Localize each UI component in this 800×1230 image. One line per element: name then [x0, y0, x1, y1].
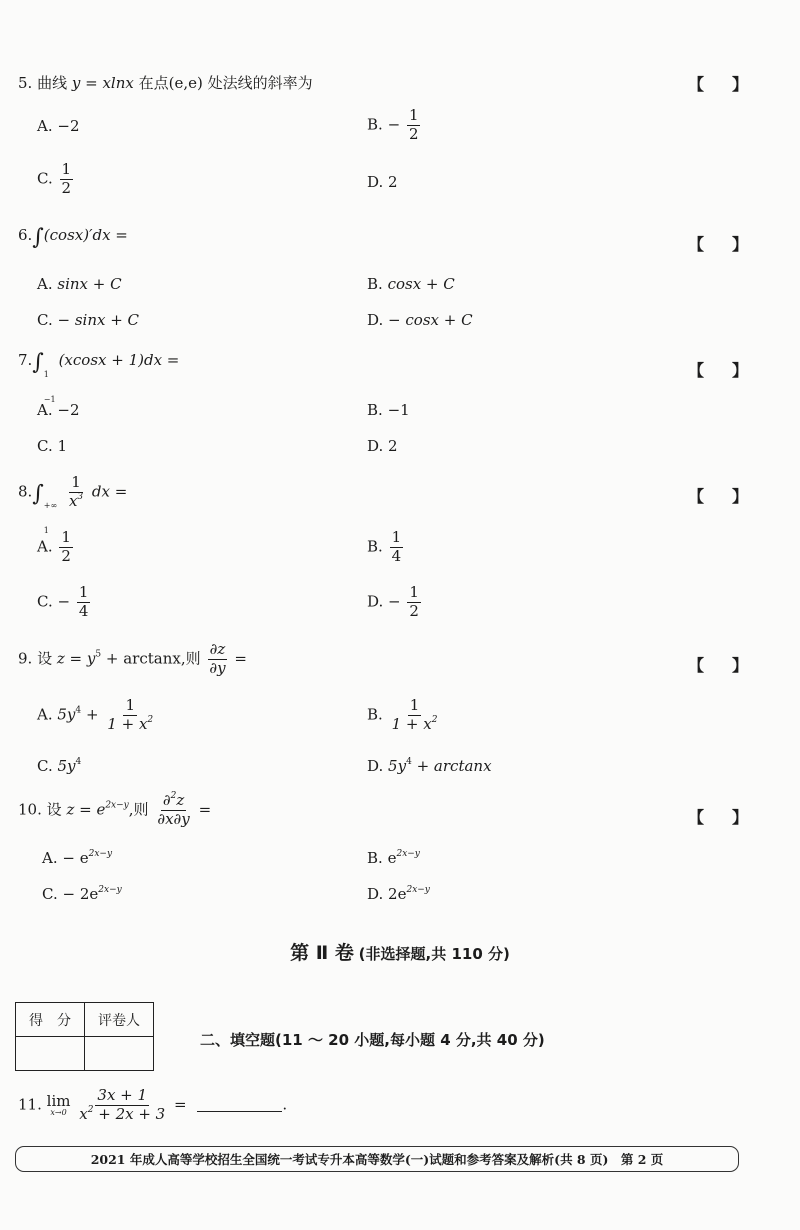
formula: z = e [66, 800, 106, 819]
option-8a [37, 530, 75, 565]
option-label: D. [367, 885, 384, 903]
denominator [105, 716, 155, 733]
grader-cell[interactable] [85, 1037, 154, 1071]
exponent: 2x−y [406, 885, 430, 895]
question-stem: 处法线的斜率为 [207, 74, 313, 92]
numerator [161, 793, 186, 811]
integral-limits [44, 370, 56, 404]
option-9a [37, 698, 157, 733]
option-text: − 2e [62, 885, 99, 903]
plus-sign: + [85, 705, 99, 724]
exponent: 2x−y [88, 849, 113, 859]
fraction [67, 475, 85, 510]
limit [46, 1091, 71, 1117]
exponent: 2 [87, 1104, 94, 1115]
denominator: 2 [61, 546, 71, 565]
option-9c [37, 757, 81, 775]
question-6 [18, 225, 128, 250]
answer-bracket-8[interactable] [688, 484, 748, 507]
option-text: − sinx + C [57, 311, 140, 329]
option-text: −2 [57, 117, 80, 135]
bracket-close: 】 [731, 808, 748, 827]
fraction [59, 530, 73, 565]
denominator-base: 1 + x [107, 714, 148, 733]
integral-sign: ∫ [32, 350, 44, 375]
option-text: −2 [57, 401, 80, 419]
score-cell[interactable] [16, 1037, 85, 1071]
option-5b [367, 108, 422, 143]
option-5a [37, 117, 80, 135]
fraction [77, 1088, 167, 1123]
equals-sign: = [174, 1095, 187, 1114]
option-6a [37, 275, 122, 293]
option-9d [367, 757, 492, 775]
bracket-close: 】 [731, 656, 748, 675]
option-6c [37, 311, 139, 329]
option-label: B. [367, 115, 383, 134]
option-text: 1 [57, 437, 68, 455]
denominator: 4 [391, 546, 402, 565]
question-8 [18, 475, 127, 535]
numerator-variable: z [176, 791, 185, 809]
option-text: 5y [57, 757, 76, 775]
option-10d [367, 885, 430, 903]
option-text: − e [62, 849, 89, 867]
option-label: B. [367, 849, 383, 867]
numerator: 1 [409, 696, 420, 714]
option-text: e [387, 849, 397, 867]
option-text: 2 [388, 173, 398, 191]
numerator: 1 [71, 473, 81, 491]
numerator: 1 [61, 160, 72, 178]
option-5c [37, 162, 75, 197]
option-label: C. [37, 169, 53, 188]
denominator: 2 [61, 178, 72, 197]
bracket-open: 【 [688, 656, 705, 675]
option-text: cosx + C [387, 275, 455, 293]
option-label: A. [37, 537, 53, 556]
option-label: A. [37, 401, 53, 419]
option-10a [42, 849, 112, 867]
fraction [390, 530, 404, 565]
option-label: B. [367, 537, 383, 556]
formula: y = xlnx [71, 74, 134, 92]
option-8c [37, 585, 92, 620]
question-number: 8. [18, 482, 33, 501]
option-6b [367, 275, 455, 293]
section-title [0, 938, 800, 965]
bracket-close: 】 [731, 361, 748, 380]
question-5 [18, 72, 313, 93]
exponent: 2x−y [396, 849, 420, 859]
option-label: C. [42, 885, 58, 903]
exponent: 2 [170, 791, 177, 801]
option-label: A. [37, 117, 53, 135]
bracket-open: 【 [688, 487, 705, 506]
section-title-sub: (非选择题,共 110 分) [358, 945, 510, 963]
exponent: 4 [406, 757, 412, 767]
option-text: 5y [388, 757, 407, 775]
bracket-close: 】 [731, 235, 748, 254]
option-6d [367, 311, 473, 329]
upper-limit: 1 [43, 370, 49, 379]
option-label: C. [37, 592, 53, 611]
option-9b [367, 698, 441, 733]
numerator: 1 [125, 696, 135, 714]
limit-operator: lim [46, 1091, 71, 1110]
option-text: 2 [388, 437, 398, 455]
exponent: 4 [75, 757, 82, 767]
option-10c [42, 885, 122, 903]
question-number: 9. [18, 649, 33, 668]
option-7a [37, 401, 80, 419]
section-title-main: 第 Ⅱ 卷 [290, 942, 354, 964]
exponent: 5 [95, 649, 102, 660]
bracket-open: 【 [688, 75, 705, 94]
option-8d [367, 585, 423, 620]
formula: (xcosx + 1)dx = [58, 351, 180, 369]
denominator [390, 716, 440, 733]
lower-limit: −1 [43, 395, 56, 404]
period: . [282, 1095, 288, 1114]
fill-in-section-title: 二、填空题(11 ～ 20 小题,每小题 4 分,共 40 分) [200, 1031, 545, 1049]
answer-bracket-9[interactable] [688, 653, 748, 676]
question-11 [18, 1088, 287, 1123]
answer-bracket-6[interactable] [688, 232, 748, 255]
integral-sign: ∫ [32, 481, 44, 507]
denominator: ∂x∂y [157, 809, 190, 828]
option-7b [367, 401, 410, 419]
option-text: sinx + C [57, 275, 122, 293]
bracket-close: 】 [731, 487, 748, 506]
score-table [15, 1002, 154, 1071]
question-number: 10. [18, 800, 42, 819]
option-7c [37, 437, 67, 455]
lower-limit: 1 [43, 526, 49, 536]
answer-bracket-10[interactable] [688, 805, 748, 828]
fraction [77, 585, 91, 620]
score-header: 得 分 [16, 1003, 85, 1037]
upper-limit: +∞ [43, 501, 58, 511]
option-10b [367, 849, 420, 867]
option-label: C. [37, 437, 53, 455]
option-text: 5y [57, 705, 76, 724]
option-5d [367, 173, 398, 191]
option-label: A. [37, 705, 53, 724]
option-label: C. [37, 757, 53, 775]
fraction [60, 162, 74, 197]
option-text: 2e [388, 885, 407, 903]
equals-sign: = [198, 800, 212, 819]
denominator: ∂y [209, 658, 226, 677]
question-number: 11. [18, 1095, 42, 1114]
denominator [77, 1106, 167, 1123]
question-7 [18, 350, 179, 404]
formula: dx = [91, 482, 128, 501]
question-10 [18, 793, 211, 828]
option-label: B. [367, 705, 383, 724]
partial-derivative [207, 642, 227, 677]
exponent: 2x−y [105, 800, 129, 811]
exponent: 3 [77, 491, 84, 502]
numerator: 1 [78, 583, 89, 601]
denominator-tail: + 2x + 3 [98, 1104, 166, 1123]
partial-sign: ∂ [162, 791, 171, 809]
question-stem: 设 [37, 649, 53, 668]
question-number: 5. [18, 74, 33, 92]
page-footer [15, 1146, 739, 1172]
bracket-open: 【 [688, 235, 705, 254]
denominator-base: 1 + x [391, 714, 432, 733]
answer-bracket-7[interactable] [688, 358, 748, 381]
grader-header: 评卷人 [85, 1003, 154, 1037]
denominator-base: x [68, 491, 78, 510]
numerator: 1 [61, 528, 71, 546]
bracket-open: 【 [688, 361, 705, 380]
sign: − [387, 115, 401, 134]
fraction [407, 108, 421, 143]
numerator: 1 [409, 583, 419, 601]
footer-text: 2021 年成人高等学校招生全国统一考试专升本高等数学(一)试题和参考答案及解析(共 8 页) 第 2 页 [90, 1152, 664, 1167]
exponent: 2 [147, 714, 154, 725]
equals-sign: = [234, 649, 247, 668]
option-8b [367, 530, 405, 565]
question-stem: 曲线 [37, 74, 68, 92]
question-9 [18, 642, 247, 677]
answer-blank[interactable] [197, 1111, 282, 1112]
denominator: 2 [408, 124, 419, 143]
option-7d [367, 437, 398, 455]
denominator: 2 [409, 601, 419, 620]
option-text: − cosx + C [388, 311, 473, 329]
answer-bracket-5[interactable] [688, 72, 748, 95]
bracket-open: 【 [688, 808, 705, 827]
option-label: B. [367, 275, 383, 293]
option-text: −1 [387, 401, 410, 419]
formula: + arctanx,则 [105, 649, 201, 668]
option-label: A. [37, 275, 53, 293]
fraction [407, 585, 421, 620]
formula: (cosx)′dx = [43, 226, 128, 244]
question-number: 7. [18, 351, 33, 369]
fraction [105, 698, 155, 733]
exponent: 2x−y [98, 885, 122, 895]
denominator: 4 [78, 601, 89, 620]
option-label: D. [367, 311, 384, 329]
question-stem: ,则 [128, 800, 149, 819]
question-stem: 设 [46, 800, 62, 819]
limit-subscript: x→0 [50, 1107, 67, 1117]
denominator [67, 493, 85, 510]
exponent: 4 [75, 705, 82, 716]
numerator: 1 [391, 528, 402, 546]
option-label: D. [367, 592, 384, 611]
fraction [390, 698, 440, 733]
question-number: 6. [18, 226, 33, 244]
exponent: 2 [431, 714, 438, 725]
sign: − [57, 592, 71, 611]
denominator-base: x [79, 1104, 88, 1123]
numerator: 1 [408, 106, 419, 124]
numerator: ∂z [209, 640, 226, 658]
partial-derivative [155, 793, 191, 828]
numerator: 3x + 1 [97, 1086, 148, 1104]
option-text: + arctanx [416, 757, 492, 775]
sign: − [388, 592, 401, 611]
question-stem: 在点(e,e) [138, 74, 203, 92]
option-label: D. [367, 437, 384, 455]
option-label: D. [367, 757, 384, 775]
option-label: B. [367, 401, 383, 419]
option-label: C. [37, 311, 53, 329]
bracket-close: 】 [731, 75, 748, 94]
option-label: D. [367, 173, 384, 191]
integral-sign: ∫ [32, 225, 44, 250]
option-label: A. [42, 849, 58, 867]
formula: z = y [56, 649, 96, 668]
